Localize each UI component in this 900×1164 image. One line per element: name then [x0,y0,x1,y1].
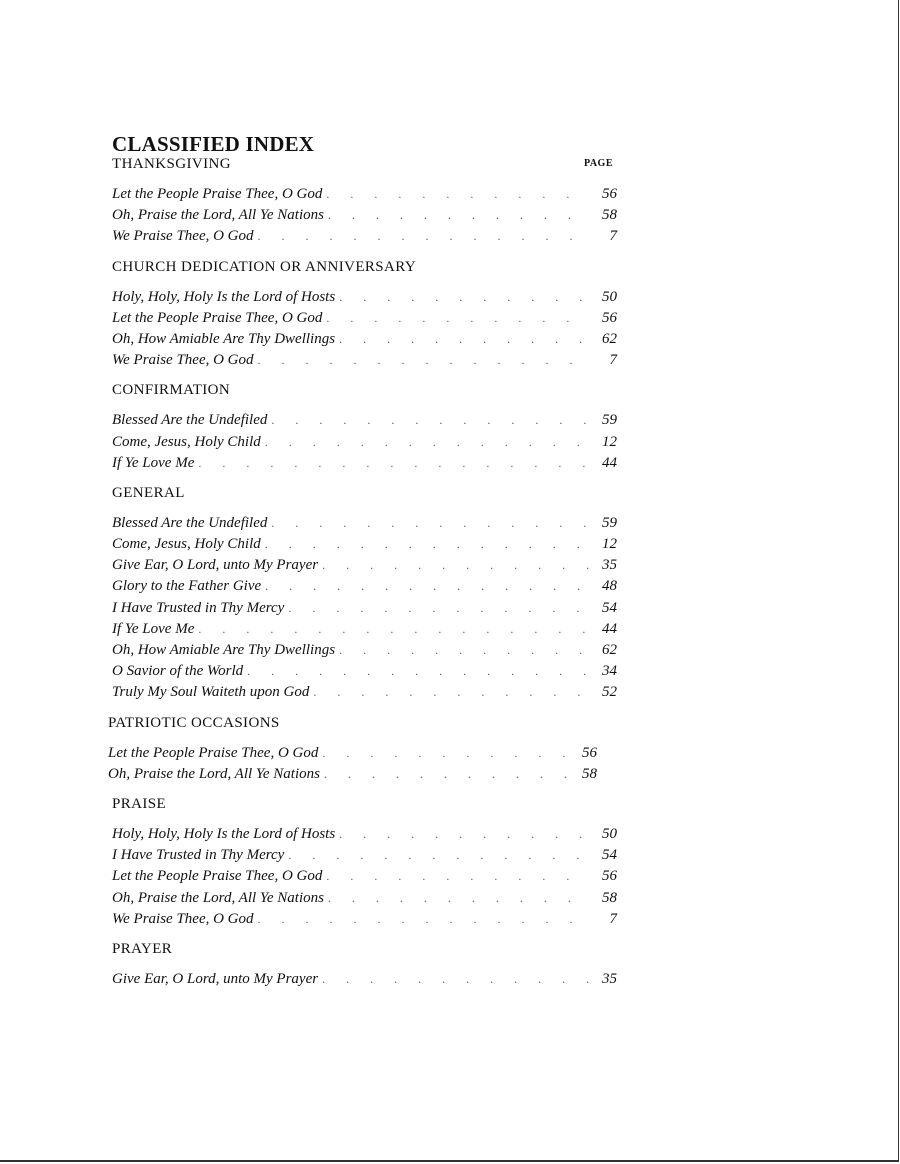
dot-leader [247,661,589,682]
entry-page-number: 54 [602,599,617,616]
section-heading-row [112,795,617,813]
entry-title: Let the People Praise Thee, O God [112,309,323,326]
dot-leader [198,619,589,640]
dot-leader [258,350,589,371]
dot-leader [265,534,589,555]
index-entry [112,888,617,909]
dot-leader [328,888,589,909]
section-heading-row [112,258,617,276]
dot-leader [326,184,589,205]
index-entry [112,555,617,576]
dot-leader [339,640,589,661]
index-entry [112,576,617,597]
section-heading: CHURCH DEDICATION OR ANNIVERSARY [112,258,417,275]
entry-page-number: 56 [582,744,597,761]
entry-page-number: 7 [609,228,617,245]
dot-leader [271,513,589,534]
dot-leader [313,682,589,703]
entry-title: Blessed Are the Undefiled [112,514,268,531]
index-entry [112,205,617,226]
entry-title: Oh, How Amiable Are Thy Dwellings [112,642,336,658]
entry-page-number: 50 [602,288,617,305]
index-sections [108,155,617,990]
entry-title: Blessed Are the Undefiled [112,412,268,429]
index-entry [112,534,617,555]
entry-page-number: 58 [602,207,617,224]
entry-title: We Praise Thee, O God [112,910,254,927]
section-heading-row [108,714,617,732]
dot-leader [339,824,589,845]
entry-page-number: 44 [602,620,617,637]
index-section [112,940,617,990]
dot-leader [326,308,589,329]
entry-page-number: 52 [602,684,617,701]
entry-title: We Praise Thee, O God [112,352,254,369]
dot-leader [265,432,589,453]
entry-title: Holy, Holy, Holy Is the Lord of Hosts [112,825,336,842]
index-entry [112,824,617,845]
index-entry [112,453,617,474]
entry-page-number: 7 [609,352,617,369]
index-section [112,258,617,372]
entry-page-number: 59 [602,412,617,429]
section-heading: GENERAL [112,484,185,501]
entry-page-number: 59 [602,514,617,531]
index-entry [112,640,617,661]
index-section [108,714,617,785]
dot-leader [328,205,589,226]
page-column-label: PAGE [583,158,613,169]
entry-title: Oh, Praise the Lord, All Ye Nations [112,207,324,224]
index-entry [112,619,617,640]
entry-page-number: 58 [582,765,597,782]
entry-page-number: 56 [602,309,617,326]
index-entry [112,184,617,205]
entry-page-number: 62 [602,642,617,658]
index-entry [112,969,617,990]
index-entry [112,513,617,534]
index-entry [112,287,617,308]
section-heading-row [112,484,617,502]
index-entry [112,308,617,329]
entry-page-number: 62 [602,330,617,347]
entry-title: Let the People Praise Thee, O God [112,868,323,885]
dot-leader [258,909,589,930]
index-entry [112,350,617,371]
entry-page-number: 56 [602,186,617,202]
dot-leader [288,598,589,619]
entry-page-number: 54 [602,847,617,864]
index-entry [108,764,617,785]
entry-page-number: 58 [602,889,617,906]
entry-title: Come, Jesus, Holy Child [112,536,261,553]
section-heading-row [112,155,617,173]
entry-title: O Savior of the World [112,663,244,680]
index-section [112,155,617,248]
section-heading: PATRIOTIC OCCASIONS [108,714,280,731]
entry-title: Glory to the Father Give [112,578,262,595]
entry-title: Truly My Soul Waiteth upon God [112,684,310,701]
entry-page-number: 35 [602,557,617,574]
entry-title: Come, Jesus, Holy Child [112,433,261,450]
dot-leader [322,555,589,576]
section-heading-row [112,381,617,399]
entry-title: We Praise Thee, O God [112,228,254,245]
dot-leader [339,287,589,308]
dot-leader [265,576,589,597]
index-entry [112,682,617,703]
index-entry [112,410,617,431]
index-section [112,795,617,930]
entry-title: Oh, How Amiable Are Thy Dwellings [112,330,336,347]
index-entry [112,432,617,453]
entry-page-number: 12 [602,433,617,450]
dot-leader [339,329,589,350]
entry-title: Oh, Praise the Lord, All Ye Nations [108,765,320,782]
entry-title: Let the People Praise Thee, O God [108,744,319,761]
index-section [112,381,617,474]
entry-title: Oh, Praise the Lord, All Ye Nations [112,889,324,906]
entry-title: Let the People Praise Thee, O God [112,186,323,202]
entry-page-number: 35 [602,970,617,987]
index-title: CLASSIFIED INDEX [112,132,315,156]
index-section [112,484,617,704]
entry-page-number: 56 [602,868,617,885]
dot-leader [322,743,571,764]
dot-leader [324,764,571,785]
entry-page-number: 7 [609,910,617,927]
index-entry [112,329,617,350]
index-entry [108,743,617,764]
entry-title: Holy, Holy, Holy Is the Lord of Hosts [112,288,336,305]
classified-index [108,132,617,1000]
section-heading: THANKSGIVING [112,156,231,172]
entry-page-number: 34 [602,663,617,680]
index-entry [112,866,617,887]
entry-title: Give Ear, O Lord, unto My Prayer [112,557,319,574]
section-heading: PRAISE [112,795,167,812]
entry-title: If Ye Love Me [112,620,195,637]
section-heading: CONFIRMATION [112,382,231,399]
entry-page-number: 48 [602,578,617,595]
index-entry [112,661,617,682]
index-entry [112,598,617,619]
dot-leader [271,410,589,431]
section-heading: PRAYER [112,940,173,957]
index-entry [112,909,617,930]
entry-page-number: 50 [602,825,617,842]
entry-title: I Have Trusted in Thy Mercy [112,599,285,616]
section-heading-row [112,940,617,958]
entry-title: If Ye Love Me [112,454,195,471]
index-entry [112,226,617,247]
dot-leader [322,969,589,990]
index-entry [112,845,617,866]
dot-leader [258,226,589,247]
dot-leader [198,453,589,474]
entry-title: Give Ear, O Lord, unto My Prayer [112,970,319,987]
entry-page-number: 12 [602,536,617,553]
dot-leader [326,866,589,887]
dot-leader [288,845,589,866]
entry-title: I Have Trusted in Thy Mercy [112,847,285,864]
entry-page-number: 44 [602,454,617,471]
